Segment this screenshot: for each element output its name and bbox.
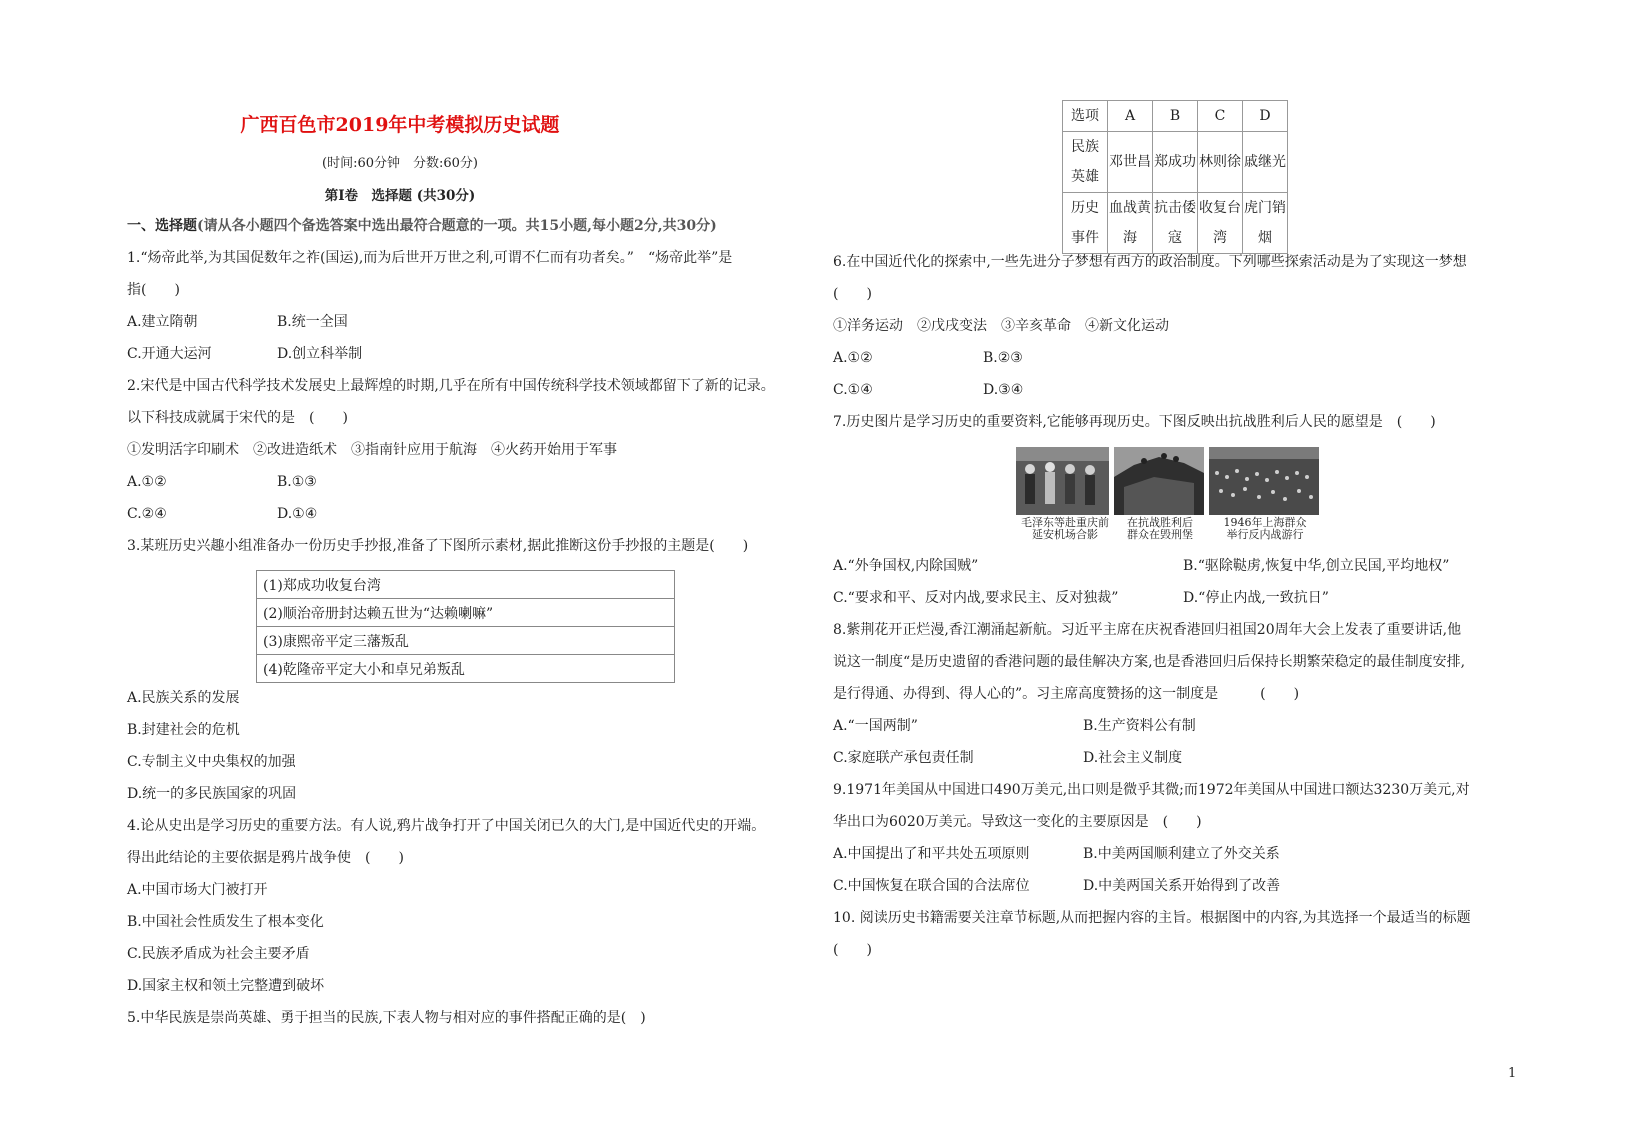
q7-photo-strip <box>1016 447 1326 542</box>
page-number: 1 <box>1508 1066 1517 1081</box>
q3-option-b: B.封建社会的危机 <box>127 722 240 738</box>
q5-row-label-hero <box>1063 132 1108 193</box>
q7-photo-shanghai-art <box>1209 447 1319 515</box>
q2-items: ①发明活字印刷术 ②改进造纸术 ③指南针应用于航海 ④火药开始用于军事 <box>127 442 617 458</box>
q7-caption-1-line1: 毛泽东等赴重庆前 <box>1021 516 1109 529</box>
q9-option-b: B.中美两国顺利建立了外交关系 <box>1083 846 1280 862</box>
q5-row-label-event-2: 事件 <box>1071 230 1099 246</box>
q5-row-label-event <box>1063 193 1108 254</box>
q5-event-b-1: 抗击倭 <box>1154 200 1196 216</box>
q6-items: ①洋务运动 ②戊戌变法 ③辛亥革命 ④新文化运动 <box>833 318 1169 334</box>
q7-caption-1-line2: 延安机场合影 <box>1032 528 1098 541</box>
q4-option-c: C.民族矛盾成为社会主要矛盾 <box>127 946 310 962</box>
q1-option-a: A.建立隋朝 <box>127 314 198 330</box>
q3-option-c: C.专制主义中央集权的加强 <box>127 754 296 770</box>
q5-th-a: A <box>1108 101 1153 132</box>
q5-row-label-event-1: 历史 <box>1071 200 1099 216</box>
q5-th-option: 选项 <box>1063 101 1108 132</box>
section-heading: 第Ⅰ卷 选择题 (共30分) <box>324 188 476 204</box>
q5-event-c-1: 收复台 <box>1199 200 1241 216</box>
q8-stem-line1: 8.紫荆花开正烂漫,香江潮涌起新航。习近平主席在庆祝香港回归祖国20周年大会上发表了重要讲话,他 <box>833 622 1462 638</box>
q6-stem-line1: 6.在中国近代化的探索中,一些先进分子梦想有西方的政治制度。下列哪些探索活动是为了实现这一梦想 <box>833 254 1467 270</box>
q4-stem-line2: 得出此结论的主要依据是鸦片战争使 ( ) <box>127 850 404 866</box>
q3-stem: 3.某班历史兴趣小组准备办一份历史手抄报,准备了下图所示素材,据此推断这份手抄报的主题是( ) <box>127 538 749 554</box>
q1-option-b: B.统一全国 <box>277 314 348 330</box>
q7-option-a: A.“外争国权,内除国贼” <box>833 558 979 574</box>
q10-stem-line2: ( ) <box>833 942 872 958</box>
q3-material-1: (1)郑成功收复台湾 <box>257 571 675 599</box>
q6-option-b: B.②③ <box>983 350 1023 366</box>
q10-stem-line1: 10. 阅读历史书籍需要关注章节标题,从而把握内容的主旨。根据图中的内容,为其选择一个最适当的标题 <box>833 910 1471 926</box>
q8-option-c: C.家庭联产承包责任制 <box>833 750 974 766</box>
q3-option-a: A.民族关系的发展 <box>127 690 240 706</box>
q6-stem-line2: ( ) <box>833 286 872 302</box>
q3-material-4: (4)乾隆帝平定大小和卓兄弟叛乱 <box>257 655 675 683</box>
q7-caption-3-line1: 1946年上海群众 <box>1223 516 1307 529</box>
q7-stem: 7.历史图片是学习历史的重要资料,它能够再现历史。下图反映出抗战胜利后人民的愿望是 ( ) <box>833 414 1436 430</box>
q7-caption-1 <box>1016 517 1114 541</box>
q5-heroes-table <box>1062 100 1288 254</box>
q9-option-c: C.中国恢复在联合国的合法席位 <box>833 878 1030 894</box>
q9-option-a: A.中国提出了和平共处五项原则 <box>833 846 1030 862</box>
exam-info: (时间:60分钟 分数:60分) <box>322 156 478 171</box>
q5-event-c <box>1198 193 1243 254</box>
q5-hero-b: 郑成功 <box>1153 132 1198 193</box>
q2-option-c: C.②④ <box>127 506 167 522</box>
q2-stem-line2: 以下科技成就属于宋代的是 ( ) <box>127 410 348 426</box>
q1-stem-line2: 指( ) <box>127 282 180 298</box>
q7-caption-2 <box>1114 517 1206 541</box>
q8-stem-line3: 是行得通、办得到、得人心的”。习主席高度赞扬的这一制度是 ( ) <box>833 686 1300 702</box>
q7-option-d: D.“停止内战,一致抗日” <box>1183 590 1329 606</box>
q5-event-a-1: 血战黄 <box>1109 200 1151 216</box>
q5-event-d-2: 烟 <box>1258 230 1272 246</box>
q4-option-b: B.中国社会性质发生了根本变化 <box>127 914 324 930</box>
q5-th-b: B <box>1153 101 1198 132</box>
q5-hero-d: 戚继光 <box>1243 132 1288 193</box>
q8-option-b: B.生产资料公有制 <box>1083 718 1196 734</box>
q1-stem-line1: 1.“炀帝此举,为其国促数年之祚(国运),而为后世开万世之利,可谓不仁而有功者矣。” “炀帝此举”是 <box>127 250 733 266</box>
page-title: 广西百色市2019年中考模拟历史试题 <box>240 114 560 136</box>
q6-option-d: D.③④ <box>983 382 1024 398</box>
q3-option-d: D.统一的多民族国家的巩固 <box>127 786 297 802</box>
q5-row-label-hero-1: 民族 <box>1071 139 1099 155</box>
q8-stem-line2: 说这一制度“是历史遗留的香港问题的最佳解决方案,也是香港回归后保持长期繁荣稳定的最佳制度安排, <box>833 654 1466 670</box>
q5-event-d-1: 虎门销 <box>1244 200 1286 216</box>
q1-option-d: D.创立科举制 <box>277 346 363 362</box>
q6-option-c: C.①④ <box>833 382 873 398</box>
q7-caption-3 <box>1209 517 1321 541</box>
q1-option-c: C.开通大运河 <box>127 346 212 362</box>
part-instruction <box>127 216 717 236</box>
part-instruction-text: (请从各小题四个备选答案中选出最符合题意的一项。共15小题,每小题2分,共30分) <box>197 218 717 234</box>
q2-option-a: A.①② <box>127 474 167 490</box>
q7-caption-2-line2: 群众在毁刑堡 <box>1127 528 1193 541</box>
q2-stem-line1: 2.宋代是中国古代科学技术发展史上最辉煌的时期,几乎在所有中国传统科学技术领域都留下了新的记录。 <box>127 378 775 394</box>
q4-stem-line1: 4.论从史出是学习历史的重要方法。有人说,鸦片战争打开了中国关闭已久的大门,是中国近代史的开端。 <box>127 818 766 834</box>
q2-option-b: B.①③ <box>277 474 317 490</box>
q7-option-c: C.“要求和平、反对内战,要求民主、反对独裁” <box>833 590 1119 606</box>
q7-photo-castle <box>1114 447 1204 515</box>
q7-photo-castle-art <box>1114 447 1204 515</box>
q9-stem-line1: 9.1971年美国从中国进口490万美元,出口则是微乎其微;而1972年美国从中国进口额达3230万美元,对 <box>833 782 1470 798</box>
q5-event-d <box>1243 193 1288 254</box>
q7-caption-3-line2: 举行反内战游行 <box>1226 528 1304 541</box>
q5-event-b <box>1153 193 1198 254</box>
q7-photo-yanan-art <box>1016 447 1109 515</box>
q7-photo-shanghai <box>1209 447 1319 515</box>
q5-hero-a: 邓世昌 <box>1108 132 1153 193</box>
q5-th-c: C <box>1198 101 1243 132</box>
q8-option-d: D.社会主义制度 <box>1083 750 1183 766</box>
q4-option-d: D.国家主权和领土完整遭到破坏 <box>127 978 325 994</box>
q3-material-2: (2)顺治帝册封达赖五世为“达赖喇嘛” <box>257 599 675 627</box>
q8-option-a: A.“一国两制” <box>833 718 918 734</box>
q5-event-b-2: 寇 <box>1168 230 1182 246</box>
q3-materials-table <box>256 570 675 683</box>
part-label: 一、选择题 <box>127 218 197 234</box>
q7-photo-yanan <box>1016 447 1109 515</box>
q5-stem: 5.中华民族是崇尚英雄、勇于担当的民族,下表人物与相对应的事件搭配正确的是( ) <box>127 1010 646 1026</box>
q5-th-d: D <box>1243 101 1288 132</box>
q4-option-a: A.中国市场大门被打开 <box>127 882 268 898</box>
q5-event-a <box>1108 193 1153 254</box>
q5-row-label-hero-2: 英雄 <box>1071 169 1099 185</box>
q2-option-d: D.①④ <box>277 506 318 522</box>
q9-stem-line2: 华出口为6020万美元。导致这一变化的主要原因是 ( ) <box>833 814 1202 830</box>
q6-option-a: A.①② <box>833 350 873 366</box>
q7-option-b: B.“驱除鞑虏,恢复中华,创立民国,平均地权” <box>1183 558 1450 574</box>
q9-option-d: D.中美两国关系开始得到了改善 <box>1083 878 1281 894</box>
q5-event-a-2: 海 <box>1123 230 1137 246</box>
q3-material-3: (3)康熙帝平定三藩叛乱 <box>257 627 675 655</box>
q5-hero-c: 林则徐 <box>1198 132 1243 193</box>
q7-caption-2-line1: 在抗战胜利后 <box>1127 516 1193 529</box>
q5-event-c-2: 湾 <box>1213 230 1227 246</box>
